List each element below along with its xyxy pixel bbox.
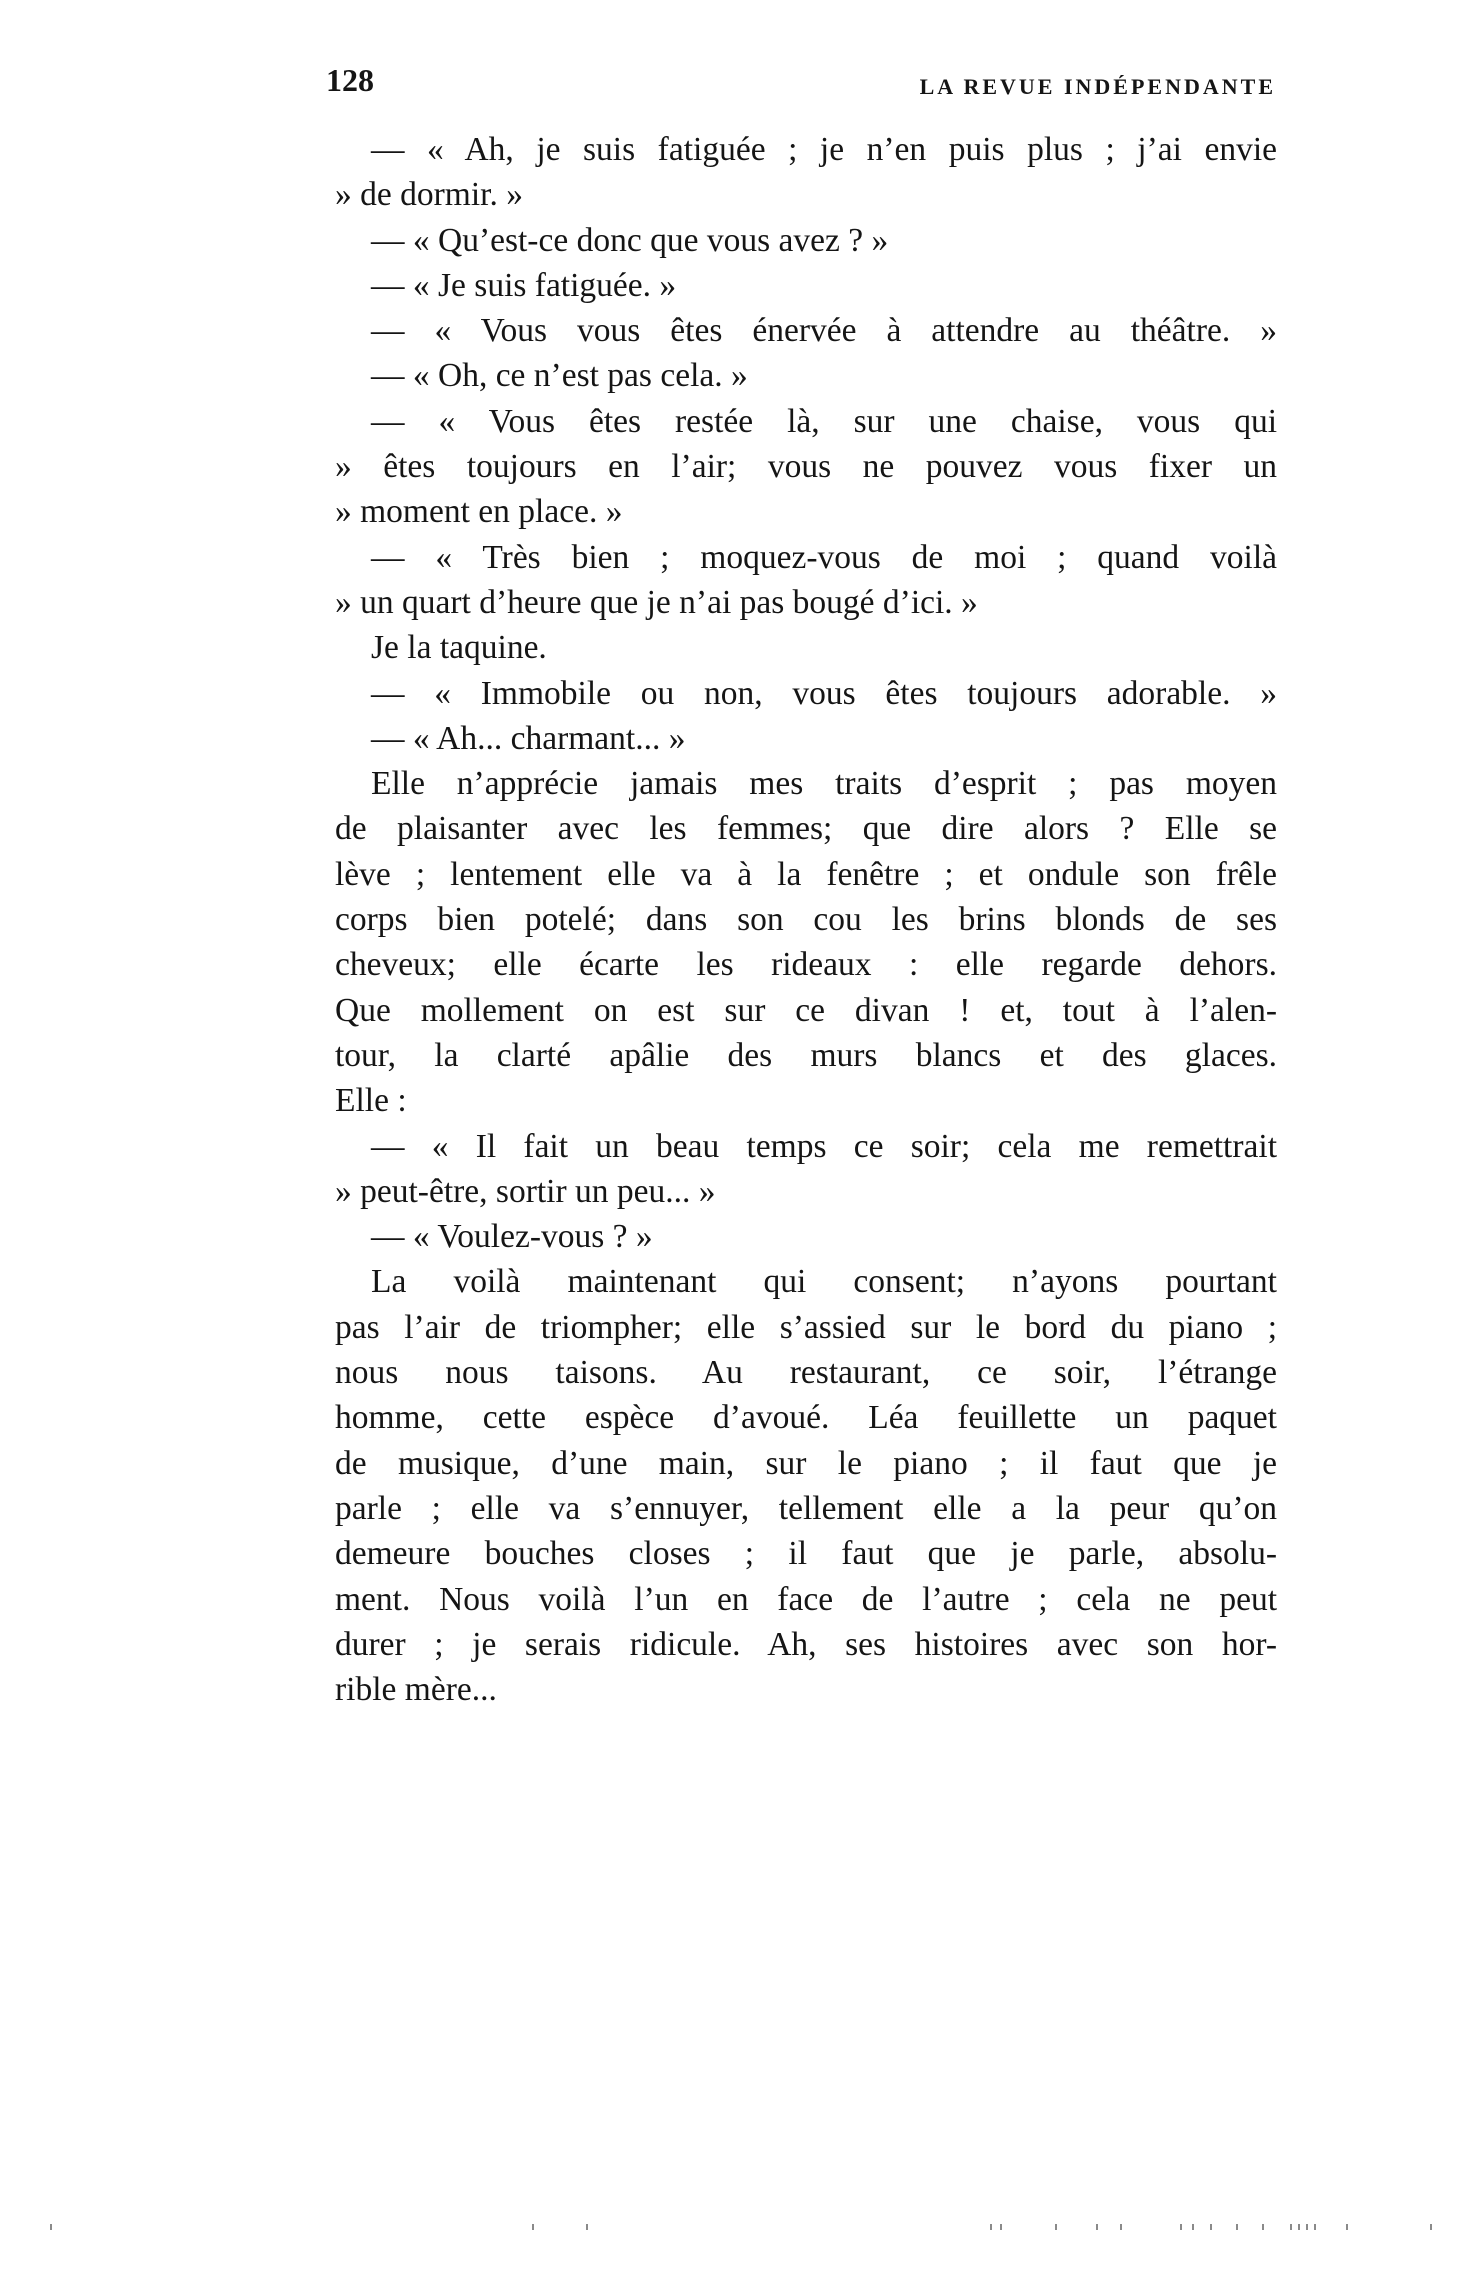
text-line: parle ; elle va s’ennuyer, tellement elle a la peur qu’on xyxy=(335,1489,1277,1527)
text-line: — « Voulez-vous ? » xyxy=(371,1218,653,1256)
scan-artifacts xyxy=(0,2220,1472,2236)
text-line: — « Vous vous êtes énervée à attendre au théâtre. » xyxy=(371,312,1277,350)
text-line: de musique, d’une main, sur le piano ; il faut que je xyxy=(335,1444,1277,1482)
text-line: Elle n’apprécie jamais mes traits d’esprit ; pas moyen xyxy=(371,765,1277,803)
text-line: — « Immobile ou non, vous êtes toujours adorable. » xyxy=(371,674,1277,712)
text-line: — « Très bien ; moquez-vous de moi ; quand voilà xyxy=(371,538,1277,576)
text-line: — « Je suis fatiguée. » xyxy=(371,266,677,304)
text-line: — « Qu’est-ce donc que vous avez ? » xyxy=(371,221,889,259)
text-line: pas l’air de triompher; elle s’assied sur le bord du piano ; xyxy=(335,1308,1277,1346)
page-number: 128 xyxy=(326,62,374,98)
text-line: durer ; je serais ridicule. Ah, ses histoires avec son hor- xyxy=(335,1625,1277,1663)
body-text xyxy=(335,127,1277,1712)
text-line: » de dormir. » xyxy=(335,176,523,214)
text-line: corps bien potelé; dans son cou les brins blonds de ses xyxy=(335,901,1277,939)
text-line: Elle : xyxy=(335,1082,407,1120)
text-line: — « Ah... charmant... » xyxy=(371,719,686,757)
text-line: — « Vous êtes restée là, sur une chaise, vous qui xyxy=(371,402,1277,440)
text-line: de plaisanter avec les femmes; que dire alors ? Elle se xyxy=(335,810,1277,848)
text-line: rible mère... xyxy=(335,1671,497,1709)
running-head: LA REVUE INDÉPENDANTE xyxy=(919,74,1276,99)
text-line: tour, la clarté apâlie des murs blancs et des glaces. xyxy=(335,1036,1277,1074)
text-line: » moment en place. » xyxy=(335,493,623,531)
text-line: Je la taquine. xyxy=(371,629,547,667)
text-line: » peut-être, sortir un peu... » xyxy=(335,1172,716,1210)
text-line: demeure bouches closes ; il faut que je parle, absolu- xyxy=(335,1535,1277,1573)
text-line: — « Oh, ce n’est pas cela. » xyxy=(371,357,748,395)
text-line: nous nous taisons. Au restaurant, ce soir, l’étrange xyxy=(335,1354,1277,1392)
text-line: cheveux; elle écarte les rideaux : elle regarde dehors. xyxy=(335,946,1277,984)
text-line: homme, cette espèce d’avoué. Léa feuillette un paquet xyxy=(335,1399,1277,1437)
text-line: — « Ah, je suis fatiguée ; je n’en puis plus ; j’ai envie xyxy=(371,131,1277,168)
text-line: » un quart d’heure que je n’ai pas bougé d’ici. » xyxy=(335,583,978,621)
text-line: lève ; lentement elle va à la fenêtre ; et ondule son frêle xyxy=(335,855,1277,893)
text-line: — « Il fait un beau temps ce soir; cela me remettrait xyxy=(371,1127,1277,1165)
text-line: » êtes toujours en l’air; vous ne pouvez vous fixer un xyxy=(335,448,1277,486)
text-line: ment. Nous voilà l’un en face de l’autre ; cela ne peut xyxy=(335,1580,1277,1618)
text-line: Que mollement on est sur ce divan ! et, tout à l’alen- xyxy=(335,991,1277,1029)
text-line: La voilà maintenant qui consent; n’ayons pourtant xyxy=(371,1263,1277,1301)
